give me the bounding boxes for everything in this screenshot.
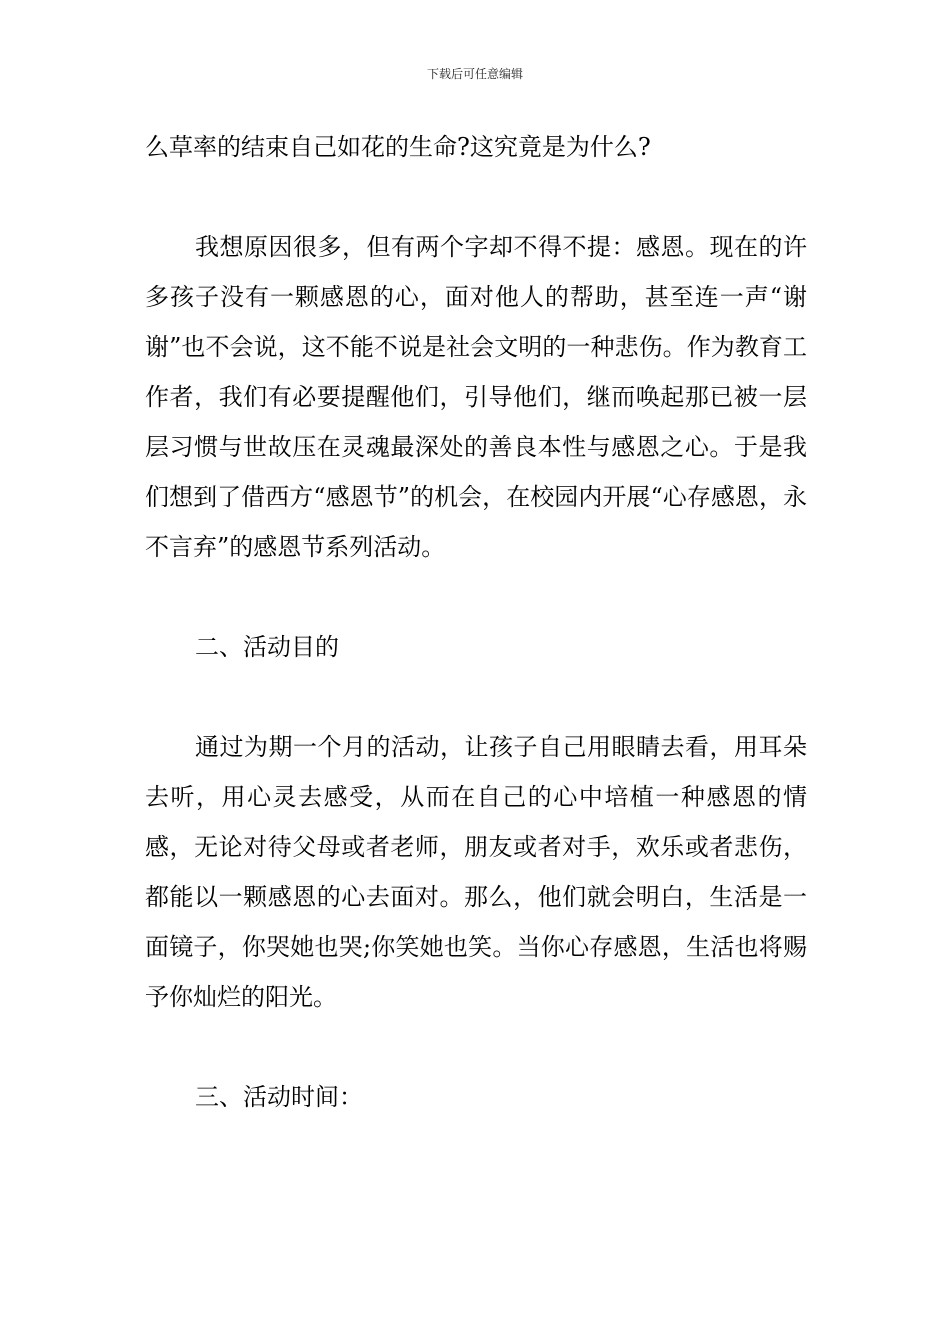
section-heading-time: 三、活动时间： [195, 1083, 363, 1111]
paragraph-continuation: 么草率的结束自己如花的生命?这究竟是为什么? [145, 133, 651, 161]
page-header-note: 下载后可任意编辑 [426, 67, 523, 81]
paragraph-purpose: 通过为期一个月的活动，让孩子自己用眼睛去看，用耳朵去听，用心灵去感受，从而在自己的心中培植一种感恩的情感，无论对待父母或者老师，朋友或者对手，欢乐或者悲伤，都能以一颗感恩的心去面对。那么，他们就会明白，生活是一面镜子，你哭她也哭;你笑她也笑。当你心存感恩，生活也将赐予你灿烂的阳光。 [145, 733, 807, 1011]
document-body [145, 122, 807, 1122]
paragraph-reason: 我想原因很多，但有两个字却不得不提：感恩。现在的许多孩子没有一颗感恩的心，面对他人的帮助，甚至连一声“谢谢”也不会说，这不能不说是社会文明的一种悲伤。作为教育工作者，我们有必要提醒他们，引导他们，继而唤起那已被一层层习惯与世故压在灵魂最深处的善良本性与感恩之心。于是我们想到了借西方“感恩节”的机会，在校园内开展“心存感恩，永不言弃”的感恩节系列活动。 [145, 233, 807, 561]
paragraph-gap [145, 572, 807, 622]
paragraph-gap [145, 672, 807, 722]
paragraph-gap [145, 172, 807, 222]
paragraph-gap [145, 1022, 807, 1072]
section-heading-purpose: 二、活动目的 [195, 633, 339, 661]
